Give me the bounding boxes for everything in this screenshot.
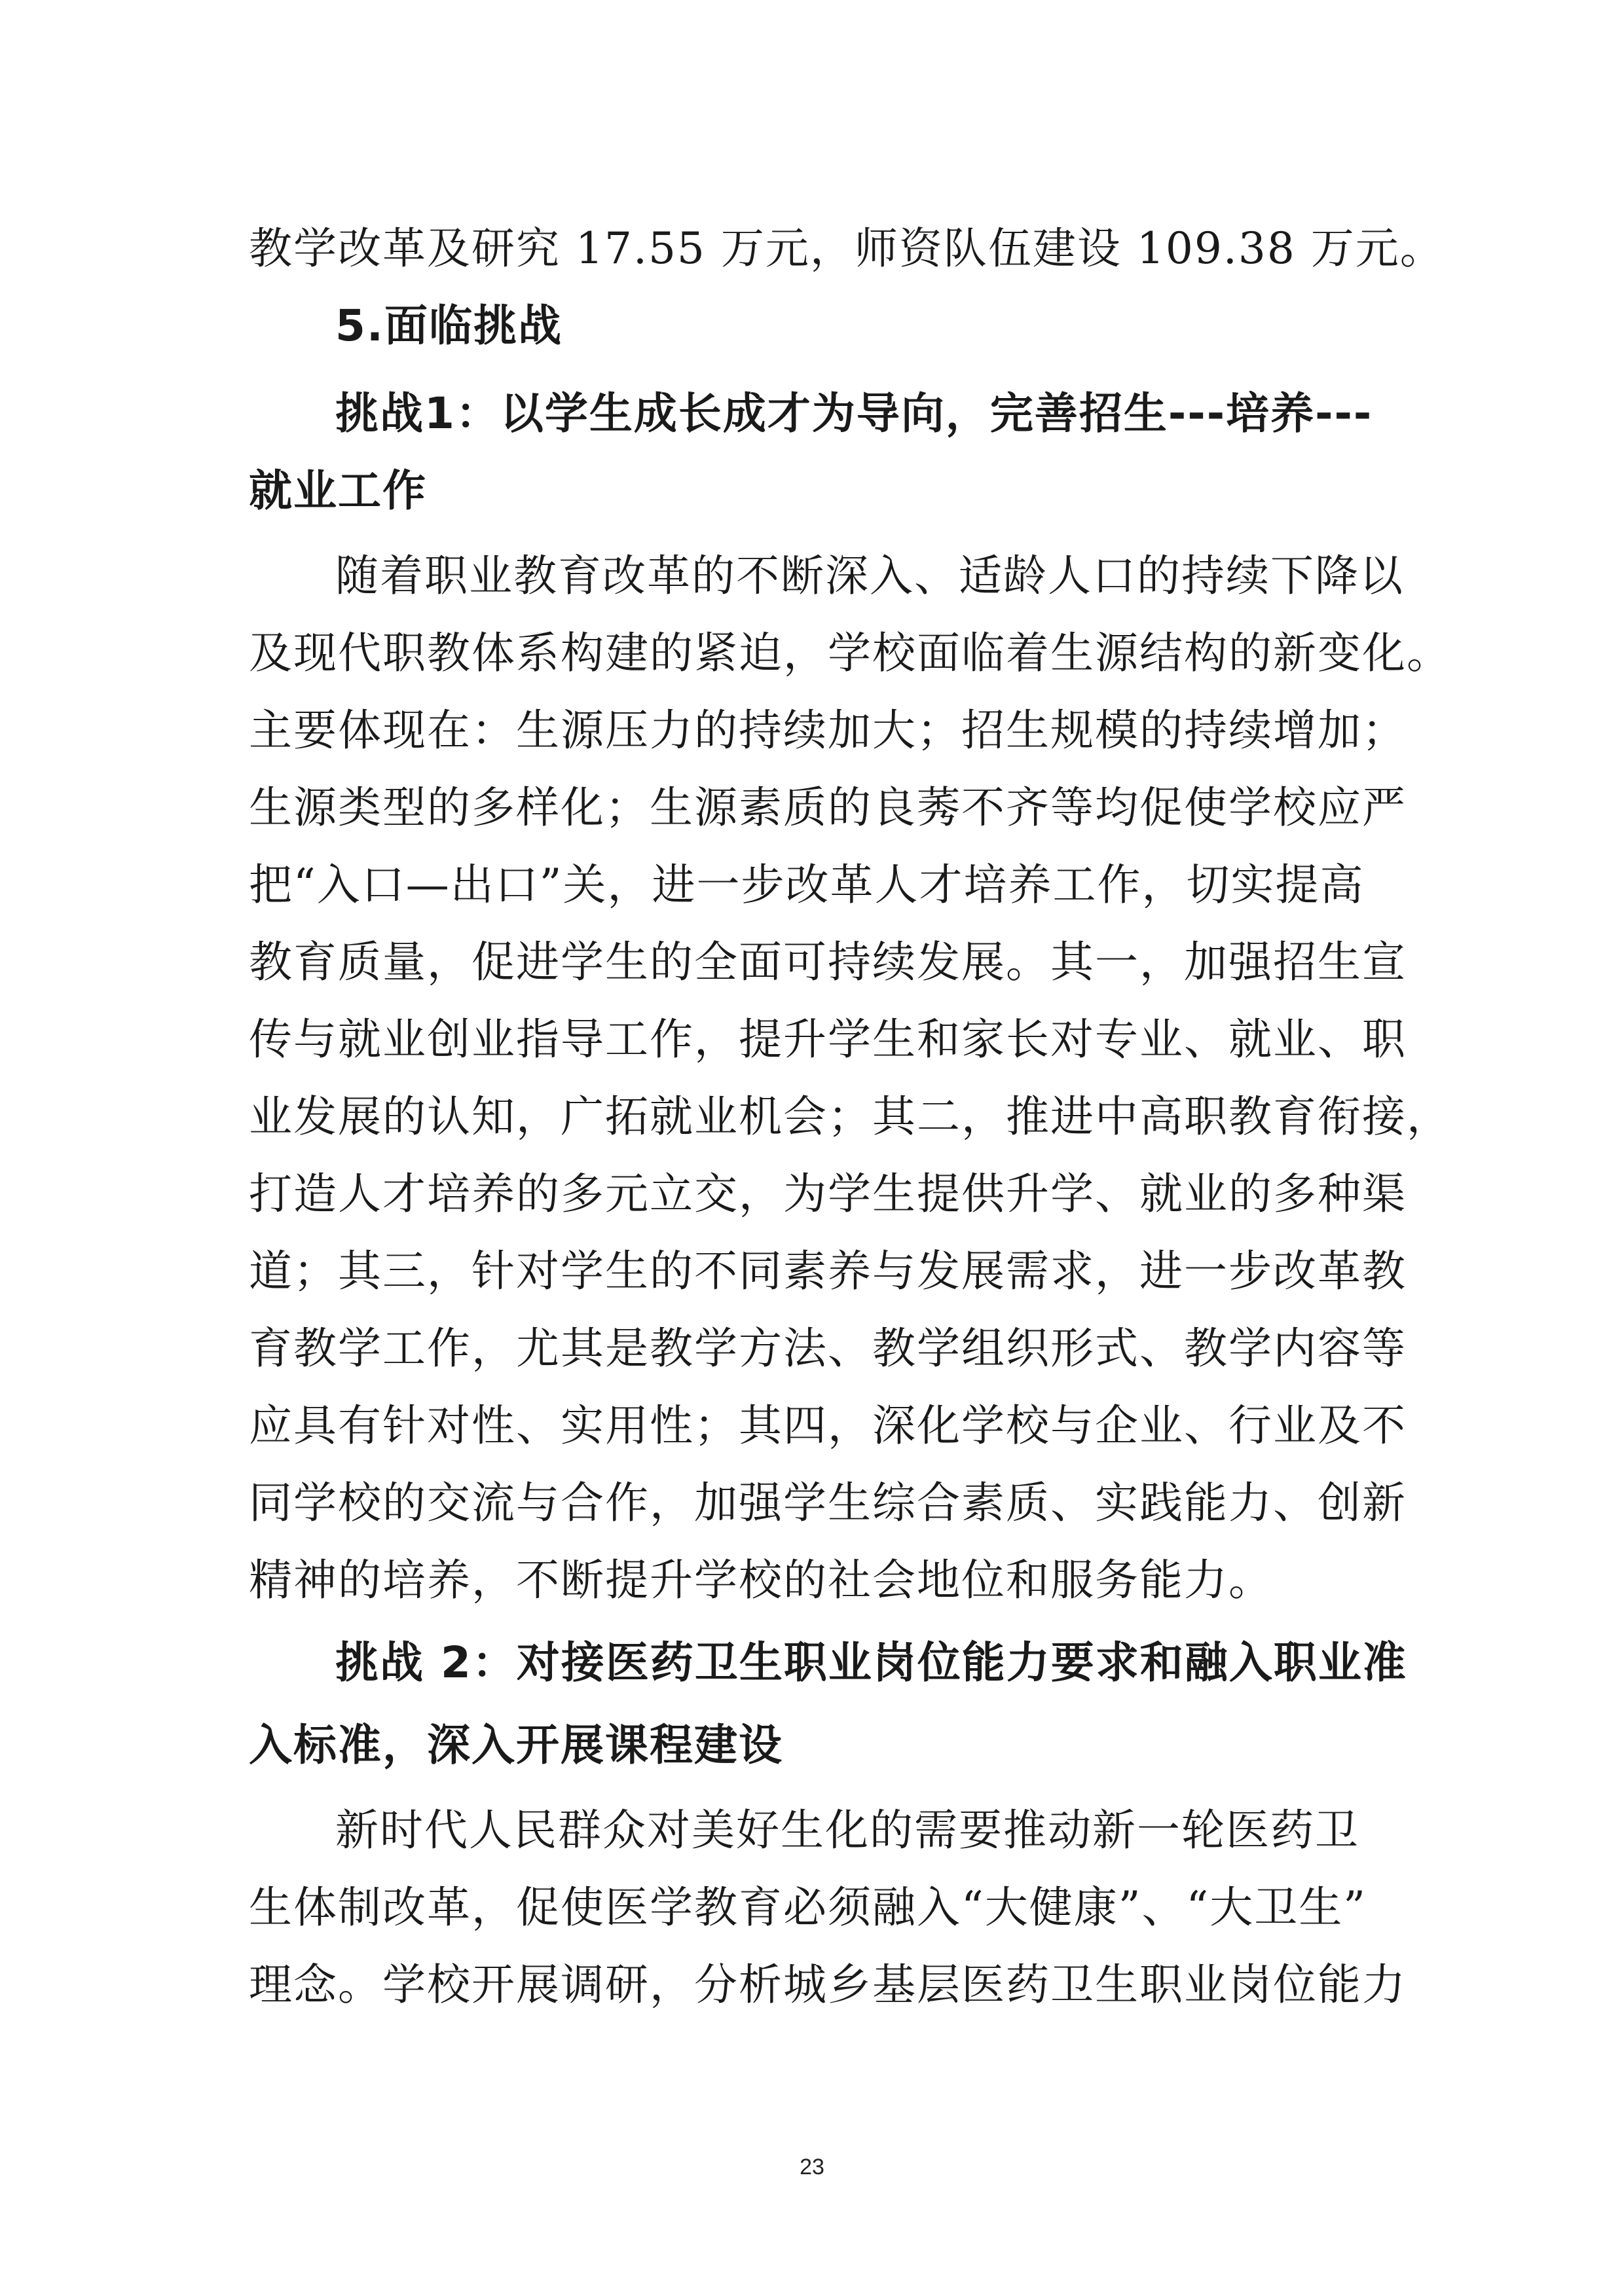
body-text-line: 及现代职教体系构建的紧迫，学校面临着生源结构的新变化。 (249, 628, 1451, 678)
page-number: 23 (800, 2155, 824, 2179)
body-text-line: 教学改革及研究 17.55 万元，师资队伍建设 109.38 万元。 (249, 223, 1445, 274)
body-text-line: 生体制改革，促使医学教育必须融入“大健康”、“大卫生” (249, 1882, 1367, 1933)
section-heading: 5.面临挑战 (335, 301, 563, 351)
body-text-line: 主要体现在：生源压力的持续加大；招生规模的持续增加； (249, 705, 1407, 756)
challenge-1-heading: 挑战1：以学生成长成才为导向，完善招生---培养--- (335, 388, 1373, 439)
body-text-line: 传与就业创业指导工作，提升学生和家长对专业、就业、职 (249, 1014, 1407, 1065)
body-text-line: 应具有针对性、实用性；其四，深化学校与企业、行业及不 (249, 1400, 1407, 1451)
challenge-2-heading-continued: 入标准，深入开展课程建设 (249, 1720, 783, 1770)
body-text-line: 业发展的认知，广拓就业机会；其二，推进中高职教育衔接， (249, 1091, 1451, 1142)
body-text-line: 新时代人民群众对美好生化的需要推动新一轮医药卫 (335, 1805, 1359, 1855)
body-text-line: 育教学工作，尤其是教学方法、教学组织形式、教学内容等 (249, 1323, 1407, 1374)
body-text-line: 理念。学校开展调研，分析城乡基层医药卫生职业岗位能力 (249, 1959, 1407, 2010)
body-text-line: 生源类型的多样化；生源素质的良莠不齐等均促使学校应严 (249, 782, 1407, 833)
challenge-2-heading: 挑战 2：对接医药卫生职业岗位能力要求和融入职业准 (335, 1637, 1407, 1688)
body-text-line: 同学校的交流与合作，加强学生综合素质、实践能力、创新 (249, 1478, 1407, 1528)
body-text-line: 教育质量，促进学生的全面可持续发展。其一，加强招生宣 (249, 937, 1407, 987)
body-text-line: 随着职业教育改革的不断深入、适龄人口的持续下降以 (335, 551, 1404, 601)
body-text-line: 道；其三，针对学生的不同素养与发展需求，进一步改革教 (249, 1246, 1407, 1296)
body-text-line: 把“入口—出口”关，进一步改革人才培养工作，切实提高 (249, 860, 1365, 910)
body-text-line: 精神的培养，不断提升学校的社会地位和服务能力。 (249, 1555, 1273, 1605)
challenge-1-heading-continued: 就业工作 (249, 465, 427, 516)
body-text-line: 打造人才培养的多元立交，为学生提供升学、就业的多种渠 (249, 1169, 1407, 1219)
